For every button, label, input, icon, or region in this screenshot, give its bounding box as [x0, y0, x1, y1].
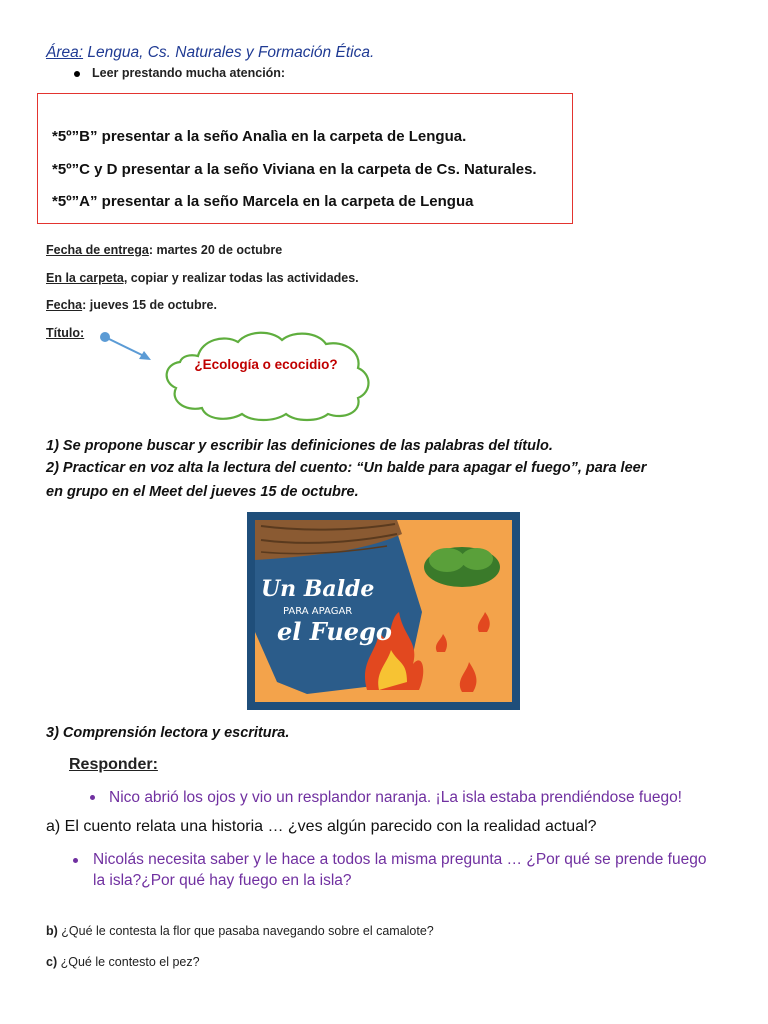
read-instruction-text: Leer prestando mucha atención:: [92, 66, 286, 80]
quote-2-line-1: Nicolás necesita saber y le hace a todos la misma pregunta … ¿Por qué se prende fuego: [93, 851, 707, 868]
quote-1: [90, 789, 682, 807]
arrow-icon: [96, 328, 160, 368]
read-instruction: [74, 66, 285, 80]
class-date: [46, 298, 217, 312]
bullet-icon: [90, 795, 95, 800]
quote-2-line-2: la isla?¿Por qué hay fuego en la isla?: [93, 872, 352, 889]
carpeta-label: En la carpeta,: [46, 271, 128, 285]
task-2-line-2: en grupo en el Meet del jueves 15 de octubre.: [46, 484, 359, 500]
class-date-label: Fecha: [46, 298, 83, 312]
responder-title: Responder:: [69, 756, 158, 773]
area-text: Lengua, Cs. Naturales y Formación Ética.: [83, 44, 375, 61]
title-cloud: [158, 328, 374, 422]
book-cover-image: [247, 512, 520, 710]
question-c: [46, 955, 200, 969]
notice-box: [37, 93, 573, 224]
book-cover-art: [247, 512, 520, 710]
task-2-line-1: 2) Practicar en voz alta la lectura del cuento: “Un balde para apagar el fuego”, para leer: [46, 460, 647, 476]
notice-line-5b: *5º”B” presentar a la seño Analìa en la carpeta de Lengua.: [52, 128, 467, 145]
quote-1-text: Nico abrió los ojos y vio un resplandor naranja. ¡La isla estaba prendiéndose fuego!: [109, 789, 682, 806]
question-b-text: ¿Qué le contesta la flor que pasaba navegando sobre el camalote?: [57, 924, 434, 938]
carpeta-value: copiar y realizar todas las actividades.: [127, 271, 359, 285]
question-c-label: c): [46, 955, 58, 969]
delivery-date-value: : martes 20 de octubre: [148, 243, 283, 257]
task-1: 1) Se propone buscar y escribir las definiciones de las palabras del título.: [46, 438, 553, 454]
class-date-value: : jueves 15 de octubre.: [82, 298, 217, 312]
question-a: a) El cuento relata una historia … ¿ves algún parecido con la realidad actual?: [46, 818, 597, 835]
book-title-line-3: el Fuego: [277, 617, 392, 646]
bullet-icon: [74, 71, 80, 77]
book-title-line-2: PARA APAGAR: [283, 606, 353, 617]
task-3: 3) Comprensión lectora y escritura.: [46, 725, 290, 741]
bullet-icon: [73, 858, 78, 863]
notice-line-5cd: *5º”C y D presentar a la seño Viviana en la carpeta de Cs. Naturales.: [52, 161, 537, 178]
notice-line-5a: *5º”A” presentar a la seño Marcela en la carpeta de Lengua: [52, 193, 474, 210]
question-b-label: b): [46, 924, 58, 938]
delivery-date: [46, 243, 282, 257]
title-label: Título:: [46, 326, 85, 340]
area-label: Área:: [46, 44, 84, 61]
question-b: [46, 924, 434, 938]
carpeta-instruction: [46, 271, 359, 285]
quote-2: [73, 851, 706, 890]
area-heading: [46, 44, 374, 62]
delivery-date-label: Fecha de entrega: [46, 243, 149, 257]
question-c-text: ¿Qué le contesto el pez?: [57, 955, 200, 969]
title-label-row: [46, 326, 84, 340]
cloud-title-text: ¿Ecología o ecocidio?: [194, 357, 338, 372]
book-title-line-1: Un Balde: [261, 576, 375, 602]
cloud-shape: [158, 328, 374, 422]
